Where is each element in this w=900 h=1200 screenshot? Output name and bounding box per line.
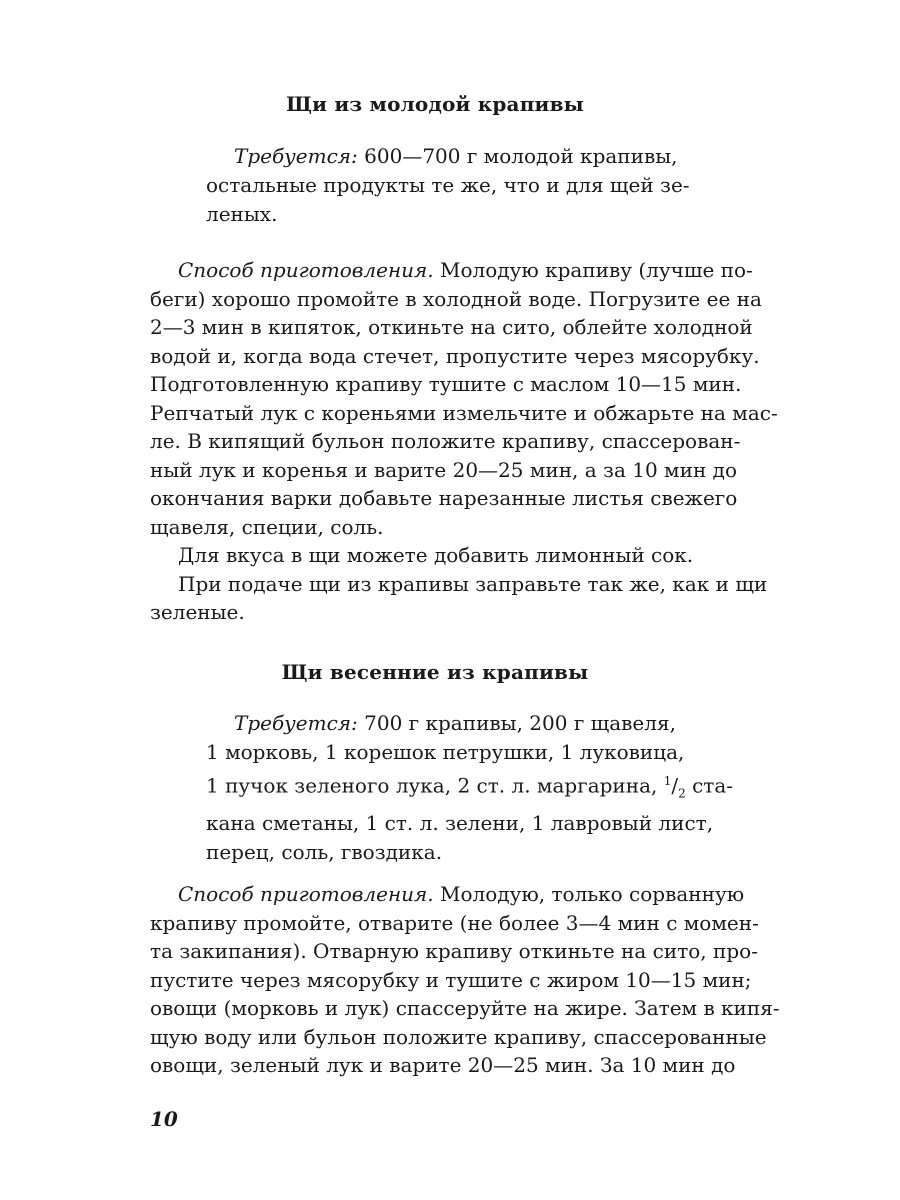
recipe-title-spring-shchi: Щи весенние из крапивы <box>281 660 589 684</box>
ingredients-block-2: Требуется: 700 г крапивы, 200 г щавеля, 1 морковь, 1 корешок петрушки, 1 луковица, 1 пучок зеленого лука, 2 ст. л. маргарина, $^1/_2$ ста- кана сметаны, 1 ст. л. зелени, 1 лавровый лист, перец, соль, гвоздика. <box>206 711 734 864</box>
paragraph-lemon: Для вкуса в щи можете добавить лимонный сок. <box>178 543 694 567</box>
ingredients-label: Требуется: <box>234 144 358 168</box>
method-block: Способ приготовления. Молодую крапиву (лучше по- беги) хорошо промойте в холодной воде. Погрузите ее на 2—3 мин в кипяток, откиньте на сито, облейте холодной водой и, когда вода стечет, пропустите через мясорубку. Подготовленную крапиву тушите с маслом 10—15 мин. Репчатый лук с кореньями измельчите и обжарьте на мас- ле. В кипящий бульон положите крапиву, спассерован- ный лук и коренья и варите 20—25 мин, а за 10 мин до окончания варки добавьте нарезанные листья свежего щавеля, специи, соль. Для вкуса в щи можете добавить лимонный сок. При подаче щи из крапивы заправьте так же, как и щи зеленые. <box>150 258 778 624</box>
paragraph-serving: При подаче щи из крапивы заправьте так же, как и щи <box>178 571 768 596</box>
ingredients-label-2: Требуется: <box>234 711 358 735</box>
ingredients-block: Требуется: 600—700 г молодой крапивы, остальные продукты те же, что и для щей зе- леных. <box>206 144 690 226</box>
method-block-2: Способ приготовления. Молодую, только сорванную крапиву промойте, отварите (не более 3—4 мин с момен- та закипания). Отварную крапиву откиньте на сито, про- пустите через мясорубку и тушите с жиром 10—15 мин; овощи (морковь и лук) спассеруйте на жире. Затем в кипя- щую воду или бульон положите крапиву, спассерованные овощи, зеленый лук и варите 20—25 мин. За 10 мин до <box>150 882 780 1077</box>
method-label: Способ приготовления. <box>178 258 434 282</box>
page-number: 10 <box>150 1107 178 1131</box>
recipe-title-nettle-shchi: Щи из молодой крапивы <box>286 92 584 116</box>
method-label-2: Способ приготовления. <box>178 882 434 906</box>
